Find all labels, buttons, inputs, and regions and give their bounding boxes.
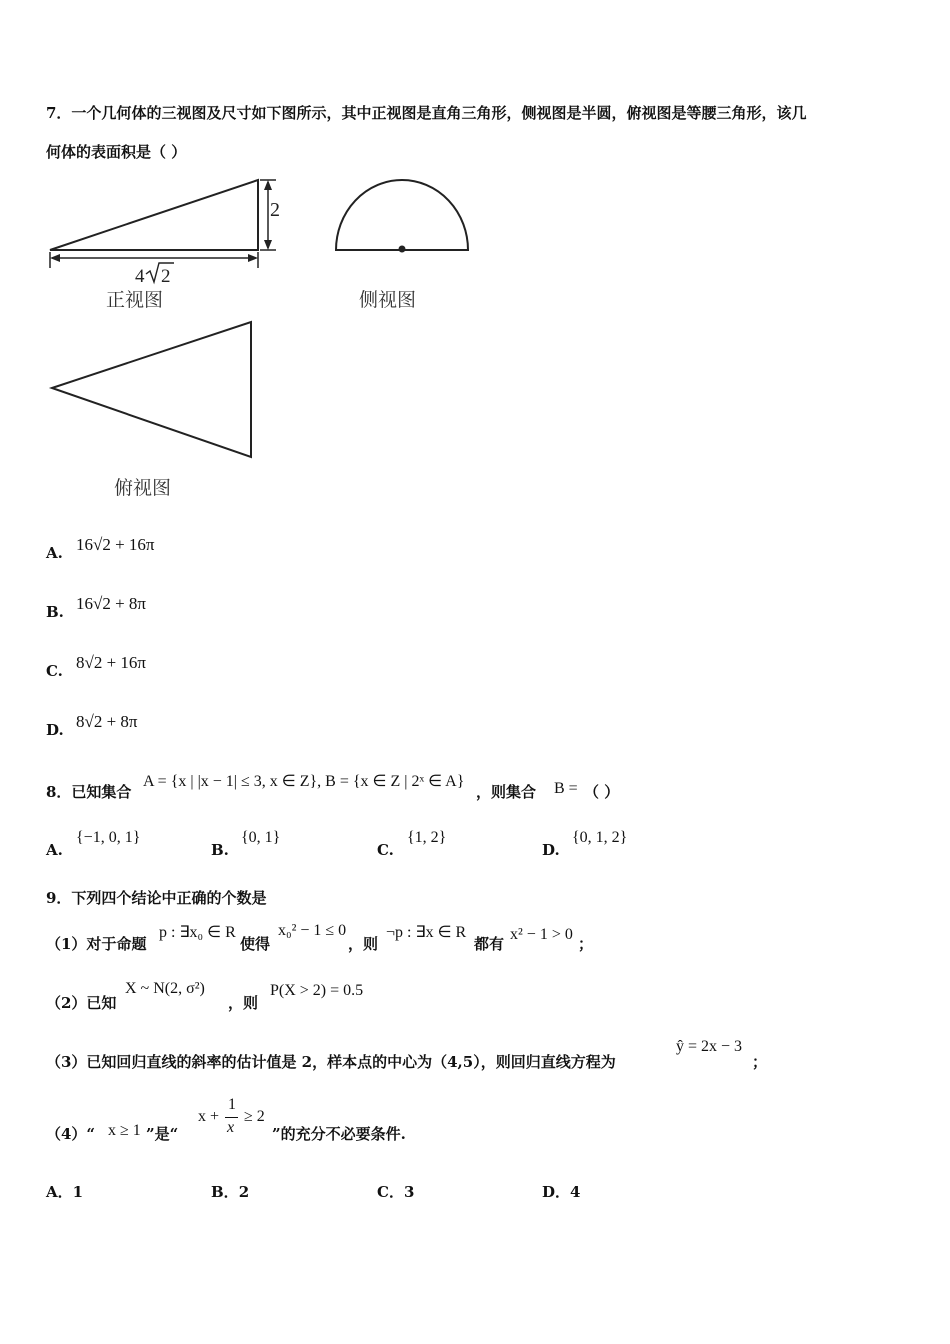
q9-s3-text-b: ；	[752, 1053, 768, 1071]
q9-s1-math-1: p : ∃x₀ ∈ R	[159, 924, 236, 941]
q7-option-c-expr: 8√2 + 16π	[76, 653, 147, 672]
top-view-triangle	[52, 322, 251, 457]
q9-s1-math-4: x² − 1 > 0	[510, 926, 573, 943]
q8-option-b-expr: {0, 1}	[241, 829, 281, 846]
side-view-semicircle	[336, 180, 468, 253]
height-label: 2	[270, 199, 280, 221]
q9-option-c-value: 3	[403, 1183, 415, 1201]
q9-s1-text-e: ；	[578, 935, 594, 953]
q9-s4-text-a: （4）“	[46, 1125, 96, 1143]
q9-option-b-label: B．	[211, 1183, 239, 1201]
q9-option-b[interactable]	[211, 1181, 249, 1202]
q9-s4-fraction-expr: x + 1 x ≥ 2	[198, 1096, 265, 1136]
q9-stem: 9．下列四个结论中正确的个数是	[46, 889, 267, 907]
q9-option-a[interactable]	[46, 1181, 83, 1202]
q9-s3-text-a: （3）已知回归直线的斜率的估计值是 2，样本点的中心为（4,5），则回归直线方程为	[46, 1053, 616, 1071]
q7-option-d-label[interactable]: D.	[46, 721, 64, 739]
q7-option-c-label[interactable]: C.	[46, 662, 63, 680]
q9-option-a-label: A．	[46, 1183, 73, 1201]
q9-option-b-value: 2	[238, 1183, 250, 1201]
q8-option-a-expr: {−1, 0, 1}	[76, 829, 141, 846]
q9-option-a-value: 1	[72, 1183, 84, 1201]
q7-stem-line1: 7．一个几何体的三视图及尺寸如下图所示，其中正视图是直角三角形，侧视图是半圆，俯视图是等腰三角形，该几	[46, 104, 807, 122]
q9-s1-text-a: （1）对于命题	[46, 935, 147, 953]
front-view-caption: 正视图	[106, 289, 164, 311]
q7-stem-line2: 何体的表面积是（ ）	[46, 143, 187, 161]
q9-s4-text-b: ”是“	[146, 1125, 179, 1143]
q7-option-a-label[interactable]: A.	[46, 544, 63, 562]
q9-s1-text-d: 都有	[474, 935, 505, 953]
q9-option-c-label: C．	[377, 1183, 404, 1201]
q9-s1-text-b: 使得	[240, 935, 271, 953]
top-view-caption: 俯视图	[114, 477, 172, 499]
q8-option-c-expr: {1, 2}	[407, 829, 447, 846]
q9-option-c[interactable]	[377, 1181, 414, 1202]
q9-s2-math-2: P(X > 2) = 0.5	[270, 982, 364, 999]
q9-s2-text-b: ，则	[228, 994, 259, 1012]
q9-option-d-label: D．	[542, 1183, 571, 1201]
q9-s3-math-1: ŷ = 2x − 3	[676, 1038, 743, 1055]
svg-text:2: 2	[161, 266, 171, 287]
svg-text:4: 4	[135, 266, 145, 287]
three-view-figure	[40, 170, 500, 510]
front-view-triangle	[50, 180, 258, 250]
q9-s1-math-3: ¬p : ∃x ∈ R	[386, 924, 467, 941]
q8-set-expression: A = {x | |x − 1| ≤ 3, x ∈ Z}, B = {x ∈ Z | 2ˣ ∈ A}	[143, 773, 465, 790]
q7-option-a-expr: 16√2 + 16π	[76, 535, 155, 554]
width-label	[135, 263, 174, 287]
q9-s2-math-1: X ~ N(2, σ²)	[125, 980, 205, 997]
q8-b-equals: B =	[554, 780, 578, 797]
q7-option-b-expr: 16√2 + 8π	[76, 594, 147, 613]
q9-option-d-value: 4	[570, 1183, 581, 1201]
q9-s1-text-c: ，则	[348, 935, 379, 953]
q8-option-d-label[interactable]: D.	[542, 841, 560, 859]
q9-s1-math-2: x₀² − 1 ≤ 0	[278, 922, 347, 939]
q8-stem-prefix: 8．已知集合	[46, 783, 132, 801]
q9-s2-text-a: （2）已知	[46, 994, 117, 1012]
q9-option-d[interactable]	[542, 1181, 580, 1202]
side-view-caption: 侧视图	[359, 289, 417, 311]
q8-option-b-label[interactable]: B.	[211, 841, 229, 859]
q9-s4-math-1: x ≥ 1	[108, 1122, 141, 1139]
q8-answer-paren: （ ）	[584, 783, 620, 801]
width-dimension	[50, 252, 258, 268]
q8-option-d-expr: {0, 1, 2}	[572, 829, 628, 846]
q8-option-c-label[interactable]: C.	[377, 841, 394, 859]
q8-option-a-label[interactable]: A.	[46, 841, 63, 859]
q8-stem-suffix: ，则集合	[476, 783, 537, 801]
q9-s4-text-c: ”的充分不必要条件.	[272, 1125, 406, 1143]
q7-option-b-label[interactable]: B.	[46, 603, 64, 621]
q7-option-d-expr: 8√2 + 8π	[76, 712, 138, 731]
